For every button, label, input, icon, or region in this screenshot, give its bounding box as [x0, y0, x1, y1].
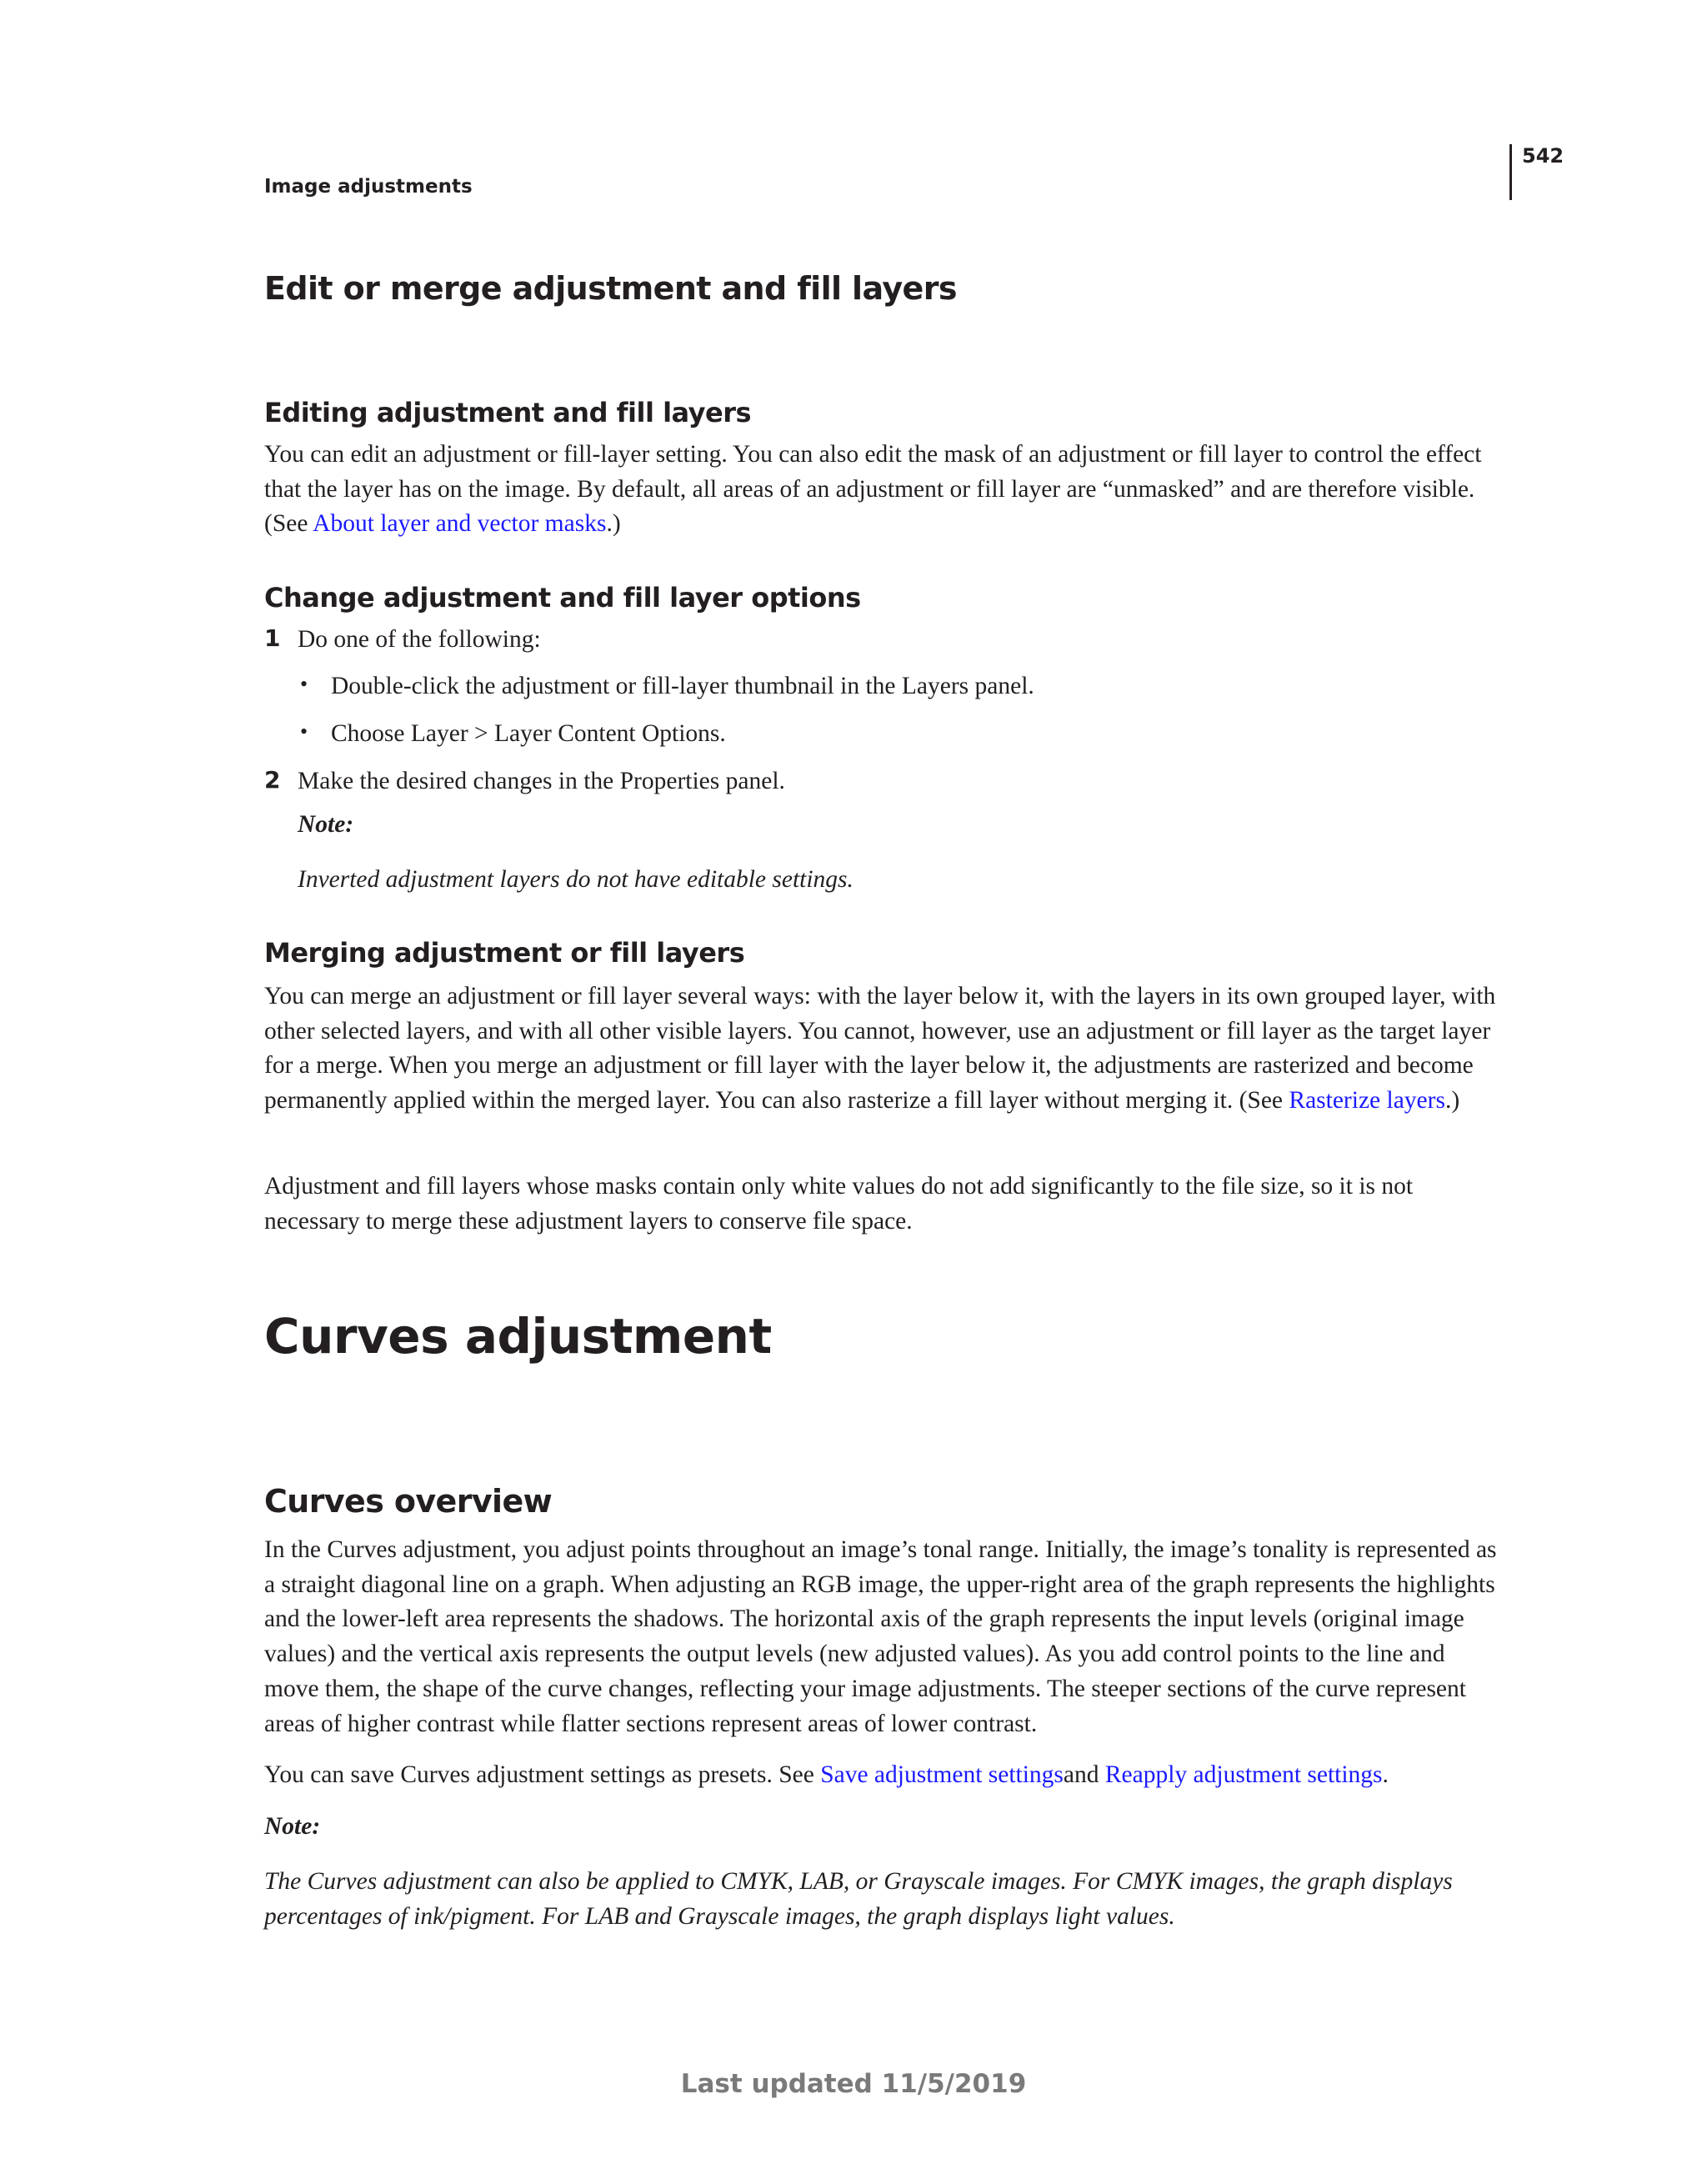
bullet-1-text: Double-click the adjustment or fill-layer thumbnail in the Layers panel.: [331, 673, 1034, 699]
curves-p2-and: and: [1063, 1761, 1105, 1788]
merging-paragraph-2: Adjustment and fill layers whose masks contain only white values do not add significantly to the file size, so it is not necessary to merge these adjustment layers to conserve file space.: [264, 1173, 1414, 1235]
section-title-curves: Curves adjustment: [264, 1308, 772, 1365]
save-adjustment-settings-link[interactable]: Save adjustment settings: [820, 1761, 1064, 1788]
note-label-1: Note:: [298, 811, 354, 838]
bullet-2-symbol: •: [300, 719, 308, 744]
heading-curves-overview: Curves overview: [264, 1483, 553, 1520]
merging-text-end: .): [1444, 1087, 1460, 1115]
page-number: 542: [1522, 144, 1564, 168]
curves-paragraph-1: In the Curves adjustment, you adjust points throughout an image’s tonal range. Initially, the image’s tonality is represented as a straight diagonal line on a graph. When adjusting an RGB image, the upper-right area of the graph represents the highlights and the lower-left area represents the shadows. The horizontal axis of the graph represents the input levels (original image values) and the vertical axis represents the output levels (new adjusted values). As you add control points to the line and move them, the shape of the curve changes, reflecting your image adjustments. The steeper sections of the curve represent areas of higher contrast while flatter sections represent areas of lower contrast.: [264, 1536, 1497, 1737]
heading-change-options: Change adjustment and fill layer options: [264, 582, 861, 614]
editing-text: You can edit an adjustment or fill-layer setting. You can also edit the mask of an adjustment or fill layer to control the effect that the layer has on the image. By default, all areas of an adjustment or fill layer are “unmasked” and are therefore visible. (See: [264, 441, 1482, 538]
curves-paragraph-2: [264, 1758, 1502, 1793]
step-2-text: Make the desired changes in the Properties panel.: [298, 768, 785, 794]
header-divider: [1509, 144, 1512, 200]
footer-last-updated: Last updated 11/5/2019: [680, 2069, 1027, 2099]
bullet-2-text: Choose Layer > Layer Content Options.: [331, 720, 726, 747]
heading-merging-layers: Merging adjustment or fill layers: [264, 937, 745, 969]
step-1-text: Do one of the following:: [298, 626, 541, 653]
running-head: Image adjustments: [264, 176, 473, 198]
merging-text: You can merge an adjustment or fill layer several ways: with the layer below it, with the layers in its own grouped layer, with other selected layers, and with all other visible layers. You cannot, however, use an adjustment or fill layer as the target layer for a merge. When you merge an adjustment or fill layer with the layer below it, the adjustments are rasterized and become permanently applied within the merged layer. You can also rasterize a fill layer without merging it. (See: [264, 983, 1496, 1115]
reapply-adjustment-settings-link[interactable]: Reapply adjustment settings: [1104, 1761, 1383, 1788]
bullet-1-symbol: •: [300, 672, 308, 696]
editing-paragraph: [264, 438, 1502, 542]
step-1-number: 1: [264, 624, 281, 652]
merging-paragraph-1: [264, 979, 1502, 1119]
step-2-number: 2: [264, 766, 281, 794]
note-text-1: Inverted adjustment layers do not have editable settings.: [298, 866, 854, 893]
about-layer-masks-link[interactable]: About layer and vector masks: [313, 510, 607, 538]
editing-text-end: .): [606, 510, 621, 538]
heading-editing-layers: Editing adjustment and fill layers: [264, 397, 752, 428]
note-label-2: Note:: [264, 1813, 321, 1840]
rasterize-layers-link[interactable]: Rasterize layers: [1289, 1087, 1445, 1115]
note-text-2: The Curves adjustment can also be applied to CMYK, LAB, or Grayscale images. For CMYK images, the graph displays percentages of ink/pigment. For LAB and Grayscale images, the graph displays light values.: [264, 1868, 1453, 1930]
curves-p2-end: .: [1382, 1761, 1389, 1788]
section-title-edit-merge: Edit or merge adjustment and fill layers: [264, 270, 957, 307]
curves-p2-text: You can save Curves adjustment settings as presets. See: [264, 1761, 821, 1788]
